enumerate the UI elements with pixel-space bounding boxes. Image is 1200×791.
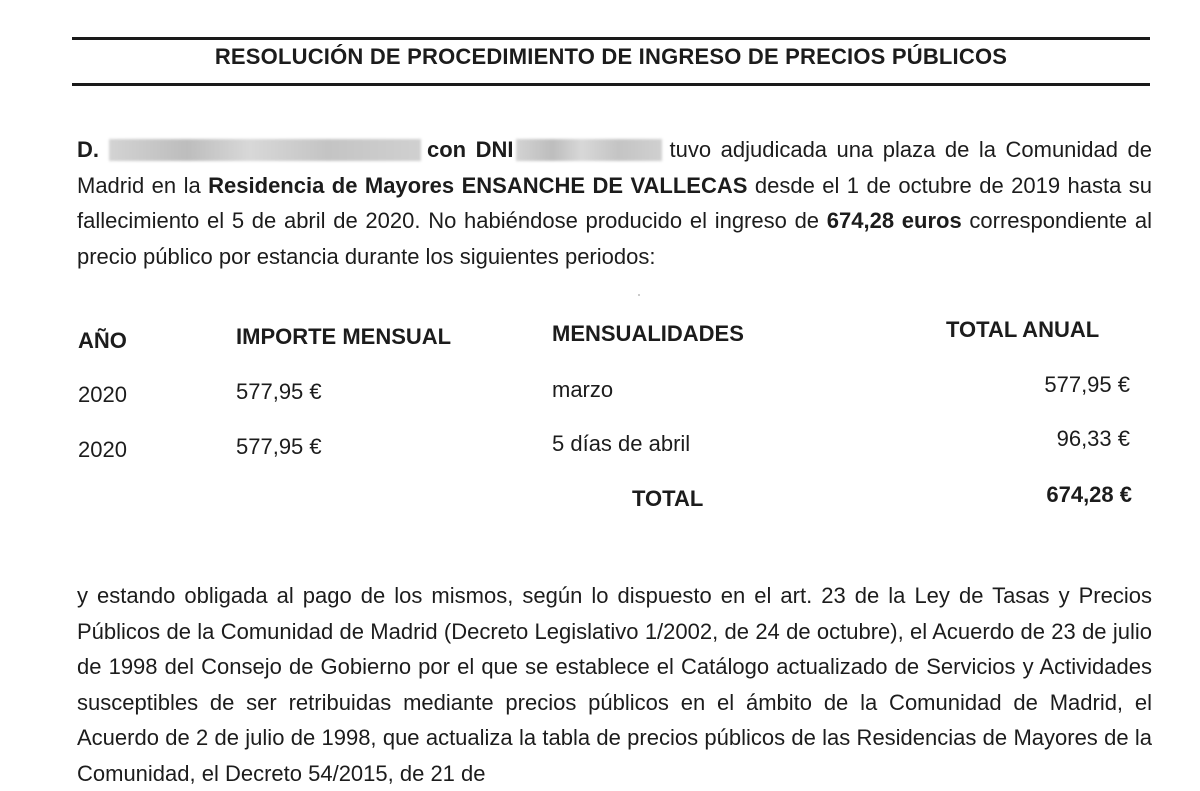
row2-year: 2020 xyxy=(78,437,127,462)
dni-label: con DNI xyxy=(427,137,514,162)
row1-year: 2020 xyxy=(78,382,127,407)
row1-monthly: 577,95 € xyxy=(236,379,322,404)
row2-total: 96,33 € xyxy=(1056,426,1130,451)
header-annual-total: TOTAL ANUAL xyxy=(946,317,1100,342)
intro-paragraph xyxy=(77,132,1152,274)
header-monthly-amount: IMPORTE MENSUAL xyxy=(236,324,452,349)
row2-monthly: 577,95 € xyxy=(236,434,322,459)
title-bottom-rule xyxy=(72,83,1150,86)
amount-due: 674,28 euros xyxy=(826,208,962,233)
intro-text-1: tuvo adjudicada una plaza de la Comunidad de Madrid en la xyxy=(77,137,1152,198)
legal-paragraph: y estando obligada al pago de los mismos, según lo dispuesto en el art. 23 de la Ley de Tasas y Precios Públicos de la Comunidad de Madrid (Decreto Legislativo 1/2002, de 24 de octubre), el Acuerdo de 23 de julio de 1998 del Consejo de Gobierno por el que se establece el Catálogo actualizado de Servicios y Actividades susceptibles de ser retribuidas mediante precios públicos en el ámbito de la Comunidad de Madrid, el Acuerdo de 2 de julio de 1998, que actualiza la tabla de precios públicos de las Residencias de Mayores de la Comunidad, el Decreto 54/2015, de 21 de xyxy=(77,583,1152,786)
honorific-label: D. xyxy=(77,137,99,162)
redacted-dni xyxy=(516,139,662,161)
header-months: MENSUALIDADES xyxy=(552,321,744,346)
residence-name: Residencia de Mayores ENSANCHE DE VALLECAS xyxy=(208,172,748,198)
document-title: RESOLUCIÓN DE PROCEDIMIENTO DE INGRESO DE PRECIOS PÚBLICOS xyxy=(214,44,1008,69)
intro-text-3: correspondiente al precio público por estancia durante los siguientes periodos: xyxy=(77,208,1153,269)
header-year: AÑO xyxy=(78,328,127,353)
row2-months: 5 días de abril xyxy=(552,431,691,456)
row1-months: marzo xyxy=(552,377,614,402)
row1-total: 577,95 € xyxy=(1044,372,1130,397)
intro-text-2: desde el 1 de octubre de 2019 hasta su fallecimiento el 5 de abril de 2020. No habiéndose producido el ingreso de xyxy=(77,172,1152,233)
redacted-name xyxy=(109,139,421,161)
total-value: 674,28 € xyxy=(1046,482,1132,507)
scan-speck xyxy=(638,294,640,296)
total-label: TOTAL xyxy=(632,486,704,511)
